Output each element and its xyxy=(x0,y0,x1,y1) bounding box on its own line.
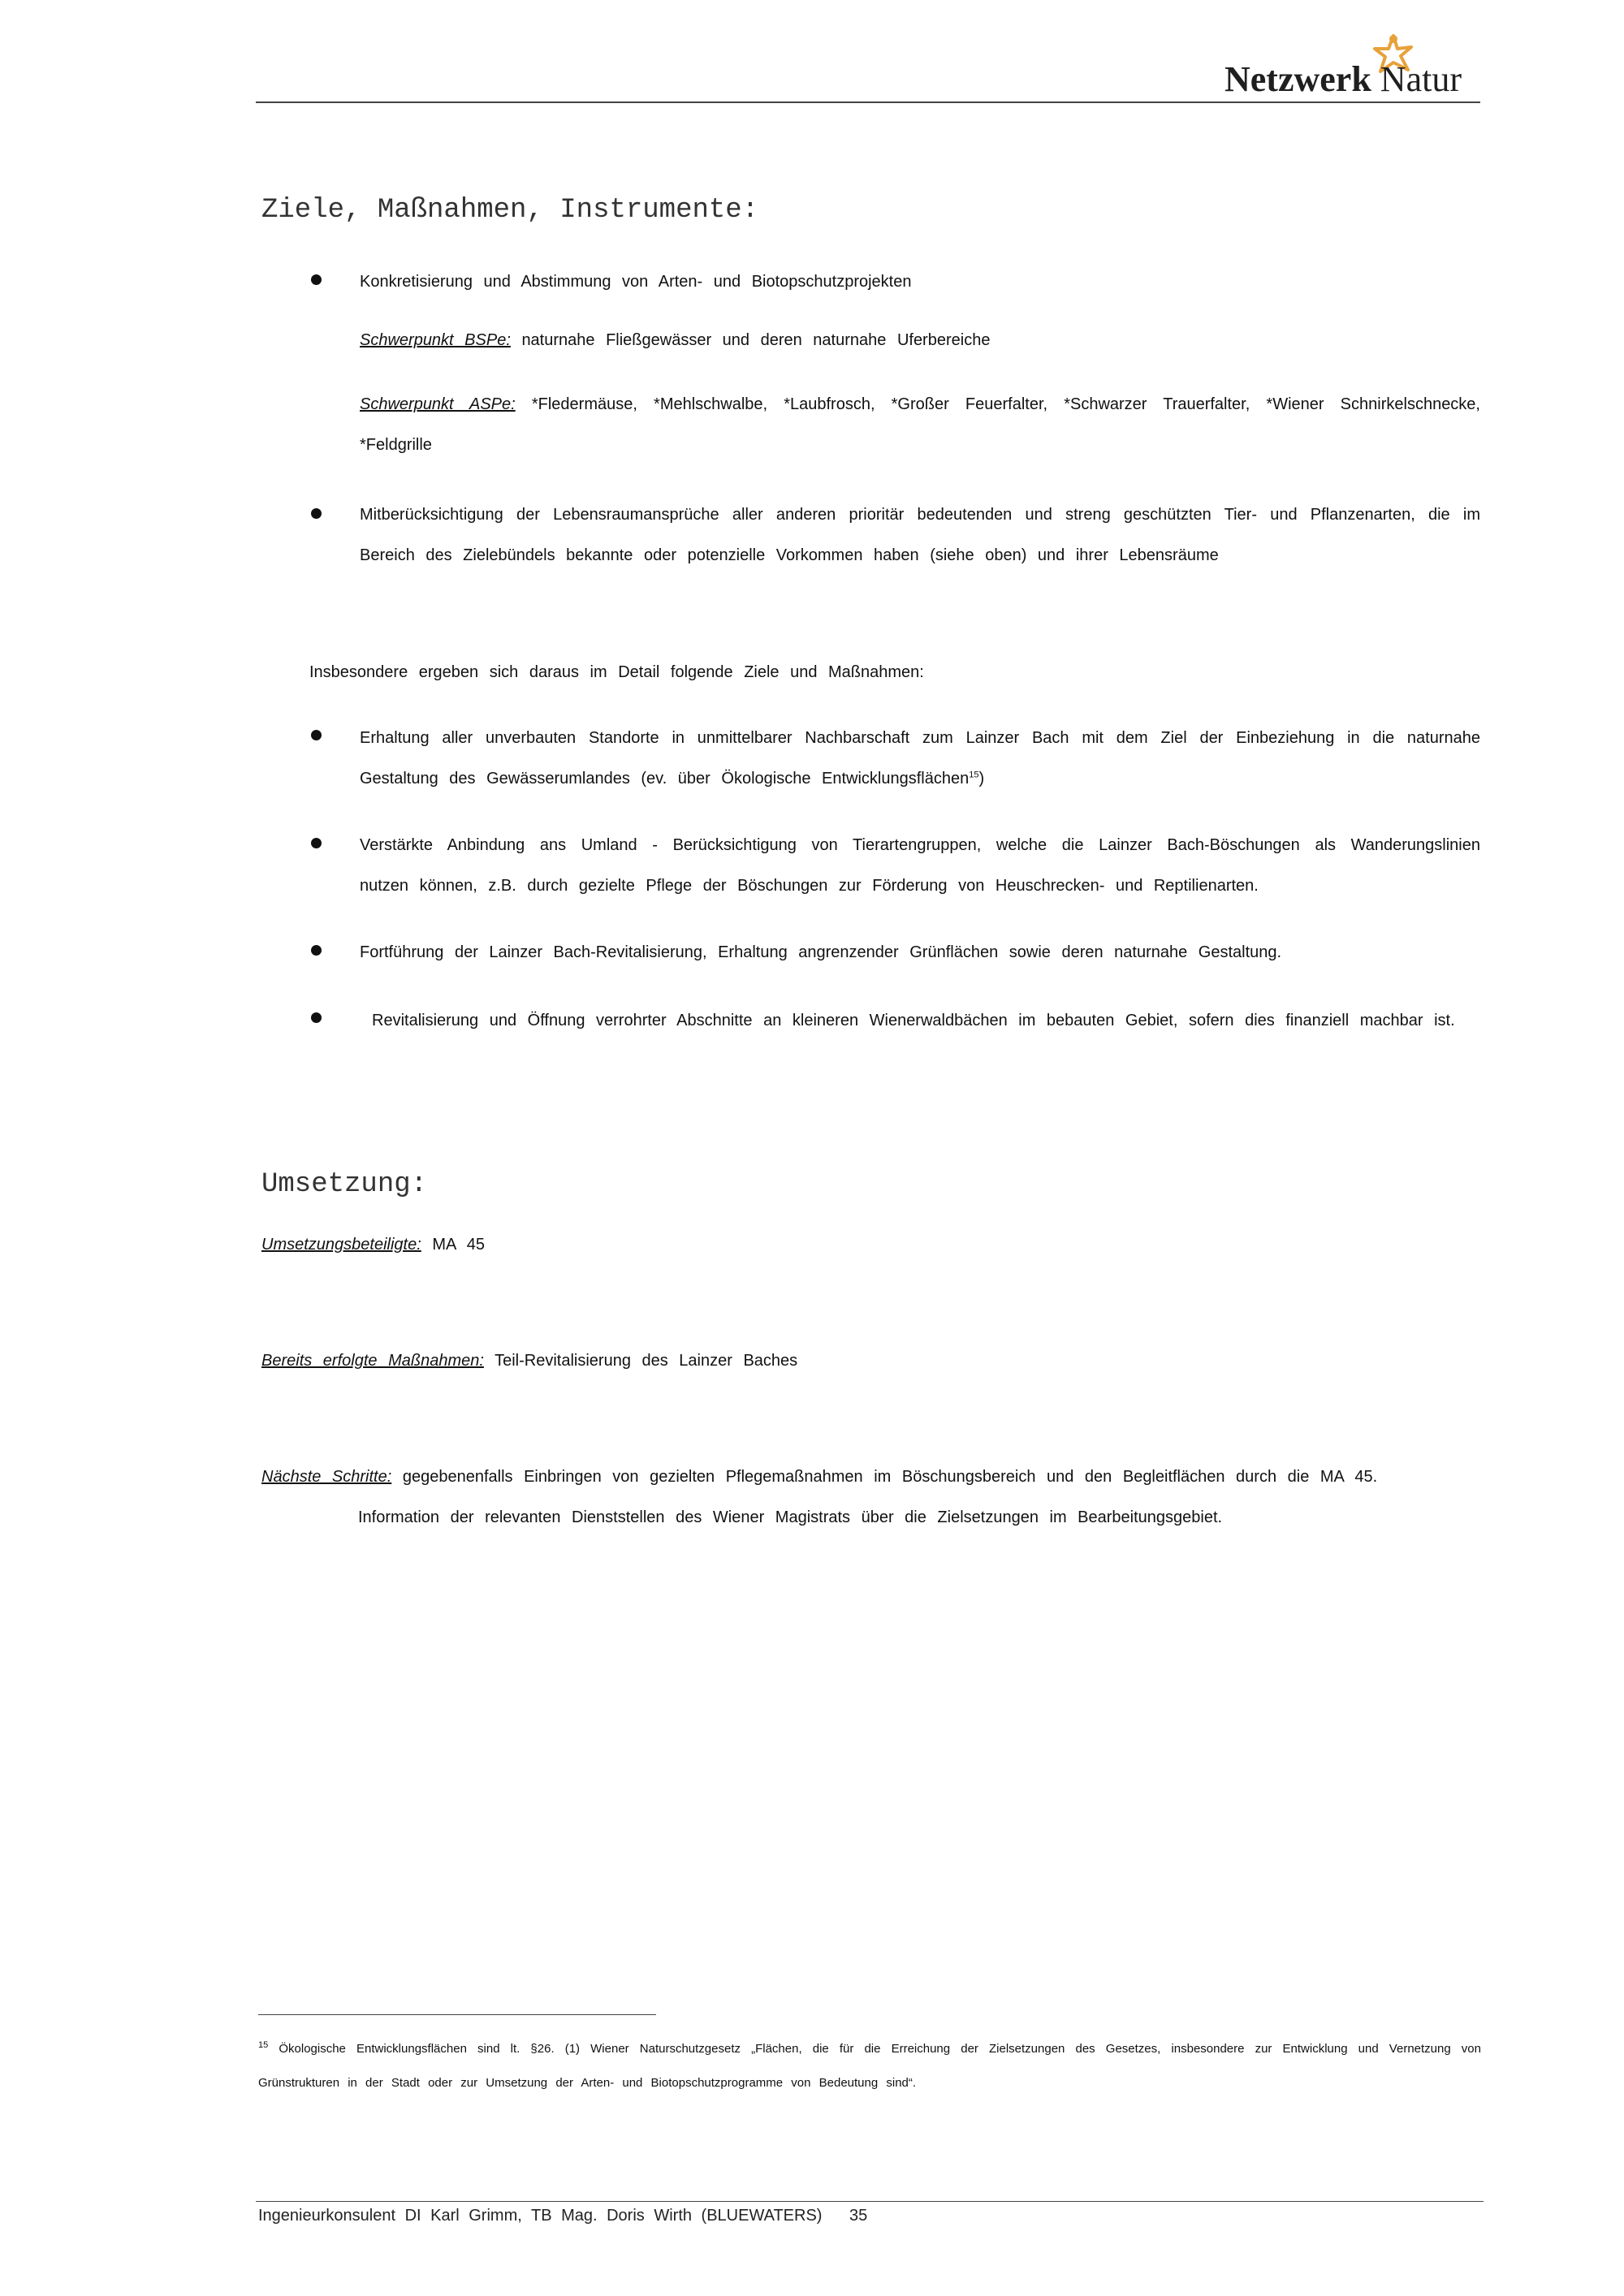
page-number: 35 xyxy=(849,2207,868,2225)
naechste-value: gegebenenfalls Einbringen von gezielten Pflegemaßnahmen im Böschungsbereich und den Begleitflächen durch die MA 45. xyxy=(402,1468,1378,1486)
bspe-line xyxy=(360,320,1480,360)
item-anbindung: Verstärkte Anbindung ans Umland - Berücksichtigung von Tierartengruppen, welche die Lainzer Bach-Böschungen als Wanderungslinien nutzen können, z.B. durch gezielte Pflege der Böschungen zur Förderung von Heuschrecken- und Reptilienarten. xyxy=(360,836,1480,895)
footnote-15 xyxy=(258,2032,1481,2100)
bereits-value: Teil-Revitalisierung des Lainzer Baches xyxy=(495,1352,798,1370)
item-fortfuehrung: Fortführung der Lainzer Bach-Revitalisierung, Erhaltung angrenzender Grünflächen sowie deren naturnahe Gestaltung. xyxy=(360,943,1282,961)
bullet-marker xyxy=(311,945,322,956)
footer-divider xyxy=(256,2201,1484,2202)
item-erhaltung xyxy=(360,718,1480,799)
umsetzungsbeteiligte-line xyxy=(261,1224,1479,1265)
bereits-label: Bereits erfolgte Maßnahmen: xyxy=(261,1352,484,1370)
bullet-marker xyxy=(311,730,322,740)
bullet-konkretisierung: Konkretisierung und Abstimmung von Arten- und Biotopschutzprojekten xyxy=(360,273,912,291)
naechste-label: Nächste Schritte: xyxy=(261,1468,392,1486)
bereits-erfolgte-line xyxy=(261,1340,1479,1381)
aspe-label: Schwerpunkt ASPe: xyxy=(360,395,516,413)
logo-word-natur: Natur xyxy=(1380,59,1462,99)
footnote-text: Ökologische Entwicklungsflächen sind lt. §26. (1) Wiener Naturschutzgesetz „Flächen, die für die Erreichung der Zielsetzungen des Gesetzes, insbesondere zur Entwicklung und Vernetzung von Grünstrukturen in der Stadt oder zur Umsetzung der Arten- und Biotopschutzprogramme von Bedeutung sind“. xyxy=(258,2042,1481,2090)
naechste-schritte-line xyxy=(261,1457,1479,1497)
item-revitalisierung: Revitalisierung und Öffnung verrohrter Abschnitte an kleineren Wienerwaldbächen im bebauten Gebiet, sofern dies finanziell machbar ist. xyxy=(372,1012,1455,1029)
bullet-marker xyxy=(311,838,322,848)
bullet-marker xyxy=(311,1012,322,1023)
aspe-text: *Fledermäuse, *Mehlschwalbe, *Laubfrosch, *Großer Feuerfalter, *Schwarzer Trauerfalter, *Wiener Schnirkelschnecke, *Feldgrille xyxy=(360,395,1480,454)
header-divider xyxy=(256,101,1480,103)
heading-ziele: Ziele, Maßnahmen, Instrumente: xyxy=(261,195,759,226)
heading-umsetzung: Umsetzung: xyxy=(261,1169,428,1200)
footer-authors: Ingenieurkonsulent DI Karl Grimm, TB Mag. Doris Wirth (BLUEWATERS) xyxy=(258,2207,823,2225)
footnote-number: 15 xyxy=(258,2040,269,2050)
bspe-label: Schwerpunkt BSPe: xyxy=(360,331,511,349)
bullet-marker xyxy=(311,274,322,285)
naechste-schritte-line-2: Information der relevanten Dienststellen des Wiener Magistrats über die Zielsetzungen im Bearbeitungsgebiet. xyxy=(358,1508,1223,1526)
bullet-marker xyxy=(311,508,322,519)
bspe-text: naturnahe Fließgewässer und deren naturnahe Uferbereiche xyxy=(521,331,991,349)
beteiligte-value: MA 45 xyxy=(432,1236,486,1254)
logo-word-netzwerk: Netzwerk xyxy=(1224,59,1371,99)
item-erhaltung-text: Erhaltung aller unverbauten Standorte in unmittelbarer Nachbarschaft zum Lainzer Bach mit dem Ziel der Einbeziehung in die naturnahe Gestaltung des Gewässerumlandes (ev. über Ökologische Entwicklungsflächen xyxy=(360,729,1480,788)
netzwerk-natur-logo xyxy=(1224,58,1462,100)
bullet-mitberuecksichtigung: Mitberücksichtigung der Lebensraumansprüche aller anderen prioritär bedeutenden und streng geschützten Tier- und Pflanzenarten, die im Bereich des Zielebündels bekannte oder potenzielle Vorkommen haben (siehe oben) und ihrer Lebensräume xyxy=(360,506,1480,564)
aspe-paragraph xyxy=(360,384,1480,465)
page-footer xyxy=(258,2207,867,2225)
beteiligte-label: Umsetzungsbeteiligte: xyxy=(261,1236,421,1254)
item-erhaltung-close: ) xyxy=(978,770,985,788)
footnote-divider xyxy=(258,2014,656,2015)
footnote-ref-15[interactable]: 15 xyxy=(969,770,979,780)
intro-insbesondere: Insbesondere ergeben sich daraus im Detail folgende Ziele und Maßnahmen: xyxy=(309,663,924,681)
